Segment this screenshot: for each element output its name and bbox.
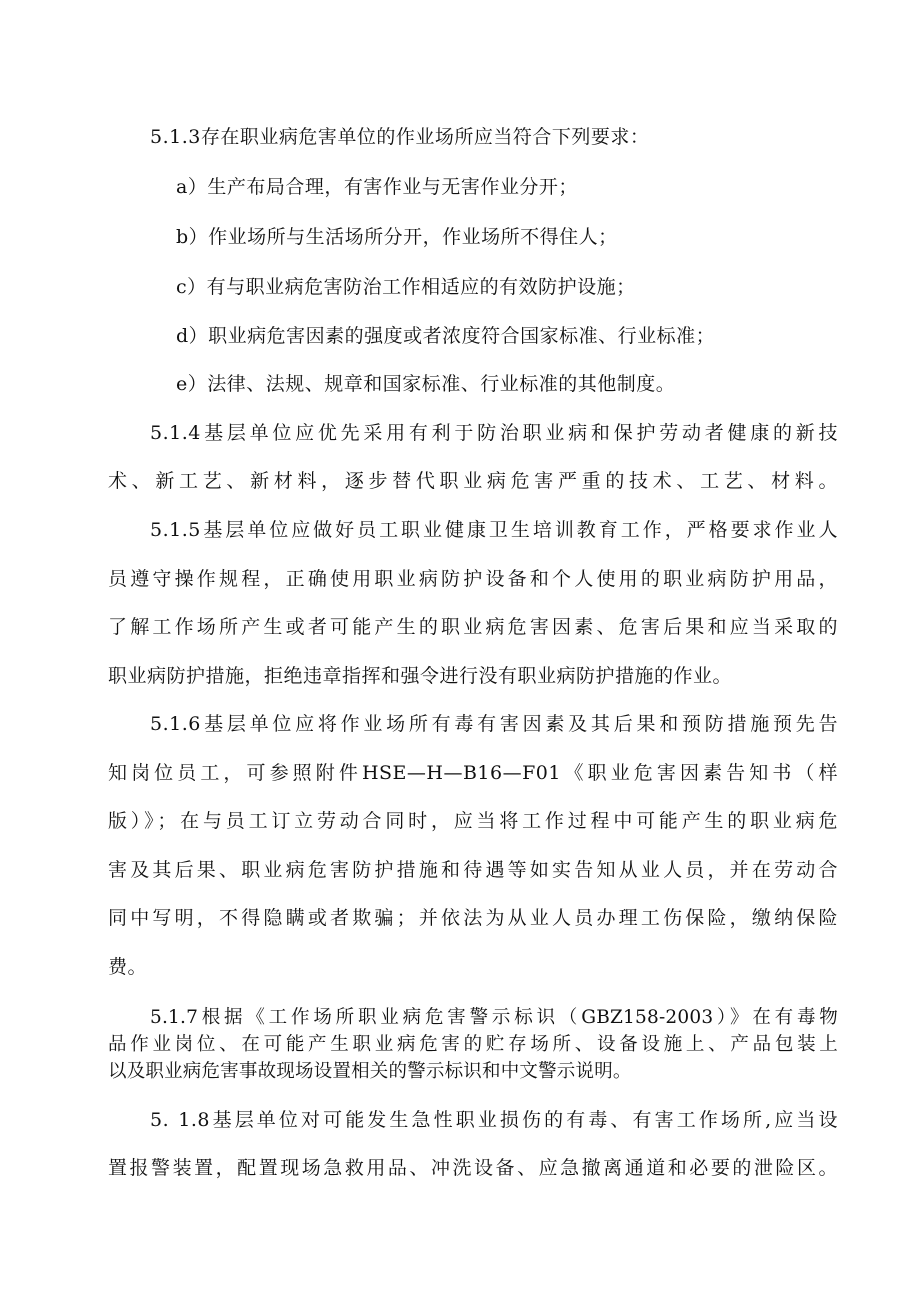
paragraph-5-1-8-line-1: 5. 1.8基层单位对可能发生急性职业损伤的有毒、有害工作场所,应当设 [150,1109,838,1131]
list-item-a: a）生产布局合理，有害作业与无害作业分开； [176,176,578,198]
paragraph-5-1-5-line-1: 5.1.5基层单位应做好员工职业健康卫生培训教育工作，严格要求作业人 [150,519,838,541]
list-item-b: b）作业场所与生活场所分开，作业场所不得住人； [176,226,618,248]
list-item-e: e）法律、法规、规章和国家标准、行业标准的其他制度。 [176,373,676,395]
paragraph-5-1-5-line-4: 职业病防护措施，拒绝违章指挥和强令进行没有职业病防护措施的作业。 [108,665,733,687]
paragraph-5-1-6-line-1: 5.1.6基层单位应将作业场所有毒有害因素及其后果和预防措施预先告 [150,713,838,735]
paragraph-5-1-4-line-1: 5.1.4基层单位应优先采用有利于防治职业病和保护劳动者健康的新技 [150,422,838,444]
paragraph-5-1-7-line-2: 品作业岗位、在可能产生职业病危害的贮存场所、设备设施上、产品包装上 [108,1034,838,1055]
paragraph-5-1-5-line-2: 员遵守操作规程，正确使用职业病防护设备和个人使用的职业病防护用品， [108,568,838,590]
list-item-c: c）有与职业病危害防治工作相适应的有效防护设施； [176,276,636,298]
paragraph-5-1-7-line-1: 5.1.7根据《工作场所职业病危害警示标识（GBZ158-2003）》在有毒物 [150,1007,838,1028]
paragraph-5-1-6-line-5: 同中写明，不得隐瞒或者欺骗；并依法为从业人员办理工伤保险，缴纳保险 [108,907,838,929]
paragraph-5-1-8-line-2: 置报警装置，配置现场急救用品、冲洗设备、应急撤离通道和必要的泄险区。 [108,1157,838,1179]
paragraph-5-1-7-line-3: 以及职业病危害事故现场设置相关的警示标识和中文警示说明。 [108,1061,632,1082]
paragraph-5-1-6-line-6: 费。 [108,956,148,978]
paragraph-5-1-4-line-2: 术、新工艺、新材料，逐步替代职业病危害严重的技术、工艺、材料。 [108,470,838,492]
paragraph-5-1-6-line-4: 害及其后果、职业病危害防护措施和待遇等如实告知从业人员，并在劳动合 [108,859,838,881]
paragraph-5-1-3-line-1: 5.1.3存在职业病危害单位的作业场所应当符合下列要求： [150,126,650,148]
paragraph-5-1-6-line-3: 版）》；在与员工订立劳动合同时，应当将工作过程中可能产生的职业病危 [108,810,838,832]
paragraph-5-1-6-line-2: 知岗位员工，可参照附件HSE—H—B16—F01《职业危害因素告知书（样 [108,762,838,784]
paragraph-5-1-5-line-3: 了解工作场所产生或者可能产生的职业病危害因素、危害后果和应当采取的 [108,616,838,638]
list-item-d: d）职业病危害因素的强度或者浓度符合国家标准、行业标准； [176,325,716,347]
